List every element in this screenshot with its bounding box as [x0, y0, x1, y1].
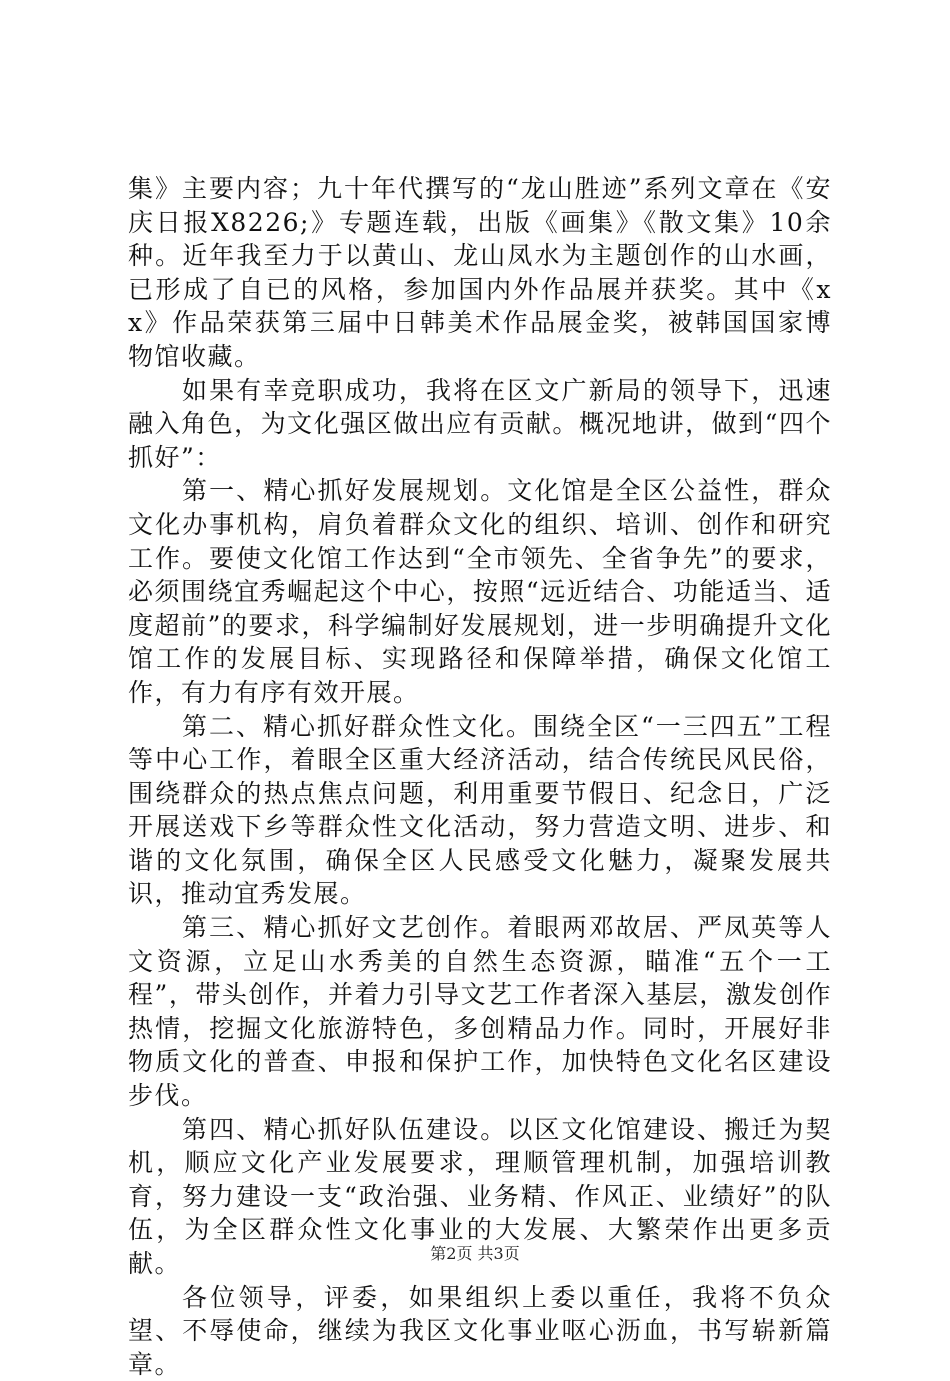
paragraph-commitment: 如果有幸竞职成功，我将在区文广新局的领导下，迅速融入角色，为文化强区做出应有贡献。概况地讲，做到“四个抓好”：	[128, 375, 832, 472]
paragraph-point-two: 第二、精心抓好群众性文化。围绕全区“一三四五”工程等中心工作，着眼全区重大经济活动，结合传统民风民俗，围绕群众的热点焦点问题，利用重要节假日、纪念日，广泛开展送戏下乡等群众性文化活动，努力营造文明、进步、和谐的文化氛围，确保全区人民感受文化魅力，凝聚发展共识，推动宜秀发展。	[128, 711, 832, 909]
document-body	[128, 172, 832, 1381]
page-number-footer: 第2页 共3页	[430, 1244, 520, 1263]
paragraph-closing: 各位领导，评委，如果组织上委以重任，我将不负众望、不辱使命，继续为我区文化事业呕心沥血，书写崭新篇章。	[128, 1282, 832, 1379]
paragraph-point-three: 第三、精心抓好文艺创作。着眼两邓故居、严凤英等人文资源，立足山水秀美的自然生态资源，瞄准“五个一工程”，带头创作，并着力引导文艺工作者深入基层，激发创作热情，挖掘文化旅游特色，多创精品力作。同时，开展好非物质文化的普查、申报和保护工作，加快特色文化名区建设步伐。	[128, 913, 832, 1111]
paragraph-point-four: 第四、精心抓好队伍建设。以区文化馆建设、搬迁为契机，顺应文化产业发展要求，理顺管理机制，加强培训教育，努力建设一支“政治强、业务精、作风正、业绩好”的队伍，为全区群众性文化事业的大发展、大繁荣作出更多贡献。	[128, 1114, 832, 1278]
paragraph-continuation: 集》主要内容；九十年代撰写的“龙山胜迹”系列文章在《安庆日报X8226;》专题连载，出版《画集》《散文集》10余种。近年我至力于以黄山、龙山凤水为主题创作的山水画，已形成了自已的风格，参加国内外作品展并获奖。其中《xx》作品荣获第三届中日韩美术作品展金奖，被韩国国家博物馆收藏。	[128, 174, 832, 371]
paragraph-point-one: 第一、精心抓好发展规划。文化馆是全区公益性，群众文化办事机构，肩负着群众文化的组织、培训、创作和研究工作。要使文化馆工作达到“全市领先、全省争先”的要求，必须围绕宜秀崛起这个中心，按照“远近结合、功能适当、适度超前”的要求，科学编制好发展规划，进一步明确提升文化馆工作的发展目标、实现路径和保障举措，确保文化馆工作，有力有序有效开展。	[128, 476, 832, 707]
